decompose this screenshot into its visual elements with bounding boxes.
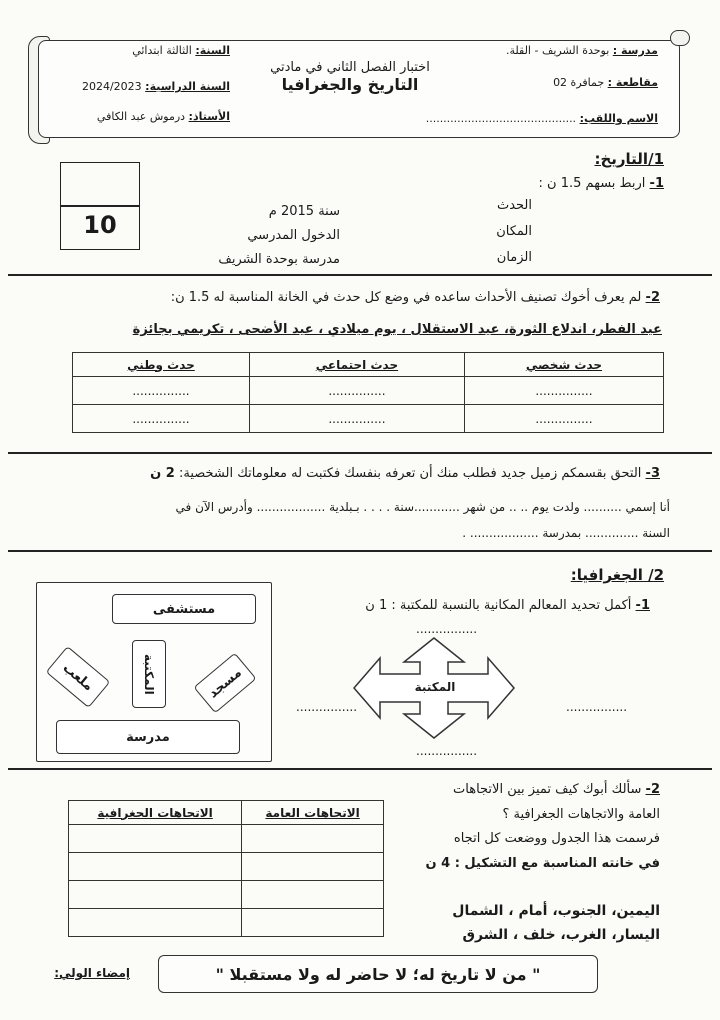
q2-text: لم يعرف أخوك تصنيف الأحداث ساعده في وضع كل حدث في الخانة المناسبة له 1.5 ن: [170,290,642,305]
teacher-line [80,110,230,123]
col-national: حدث وطني [73,353,250,377]
motto-banner: " من لا تاريخ له؛ لا حاضر له ولا مستقبلا " [158,955,598,993]
match-right-2: الدخول المدرسي [247,228,340,243]
history-q1 [364,176,664,191]
cell-answer[interactable] [69,881,242,909]
grade-total: 10 [83,211,117,239]
geo-q2-line-3: فرسمت هذا الجدول ووضعت كل اتجاه [453,831,660,847]
cell-answer[interactable] [69,909,242,937]
cell-answer[interactable]: ............... [73,405,250,433]
cell-answer[interactable]: ............... [249,405,464,433]
match-right-3: مدرسة بوحدة الشريف [218,252,340,267]
teacher-label: الأستاذ: [188,110,230,123]
q3-points: 2 ن [150,466,175,481]
geo-q2-line-2: العامة والاتجاهات الجغرافية ؟ [502,806,660,822]
answer-west[interactable]: ................ [296,700,358,714]
scroll-curl-right [670,30,690,46]
map-school: مدرسة [56,720,240,754]
separator-4 [8,768,712,770]
year-value: 2024/2023 [81,80,142,93]
history-title: 1/التاريخ: [594,150,664,168]
level-value: الثالثة ابتدائي [132,44,192,57]
q2-number: 2- [645,290,660,305]
q3-number: 3- [645,466,660,481]
cell-answer[interactable]: ............... [249,377,464,405]
match-left-1: الحدث [496,198,532,213]
map-mosque: مسجد [193,653,256,714]
separator-3 [8,550,712,552]
parent-signature-label: إمضاء الولي: [54,966,130,980]
q3-line-2[interactable]: السنة .............. بمدرسة .................. . [462,526,670,540]
events-table [72,352,664,433]
grade-divider [61,205,139,207]
school-label: مدرسة : [612,44,658,57]
cell-answer[interactable]: ............... [464,377,663,405]
school-line [458,44,658,57]
name-line [398,112,658,125]
title-line-1: اختبار الفصل الثاني في مادتي [270,60,430,75]
year-line [80,80,230,93]
q1-text: اربط بسهم 1.5 ن : [538,176,646,191]
directions-table [68,800,384,937]
cell-answer[interactable] [242,825,384,853]
geo-q2 [400,778,660,877]
answer-north[interactable]: ................ [416,622,478,636]
geo-q1-text: أكمل تحديد المعالم المكانية بالنسبة للمكتبة : 1 ن [365,598,632,613]
directions-words [400,900,660,948]
q2-events: عيد الفطر، اندلاع الثورة، عيد الاستقلال ، يوم ميلادي ، عيد الأضحى ، تكريمي بجائزة [132,322,662,337]
map-library: المكتبة [132,640,166,708]
cell-answer[interactable] [242,881,384,909]
title-line-2: التاريخ والجغرافيا [281,75,419,94]
geo-q2-line-4: في خانته المناسبة مع التشكيل : 4 ن [425,856,660,872]
words-line-1: اليمين، الجنوب، أمام ، الشمال [452,903,660,919]
geo-q1-number: 1- [635,598,650,613]
name-label: الاسم واللقب: [579,112,658,125]
col-personal: حدث شخصي [464,353,663,377]
cell-answer[interactable] [242,909,384,937]
district-value: جمافرة 02 [553,76,605,89]
answer-south[interactable]: ................ [416,744,478,758]
geo-q2-line-1: سألك أبوك كيف تميز بين الاتجاهات [453,782,642,797]
cell-answer[interactable]: ............... [464,405,663,433]
exam-title [250,60,450,94]
map-playground: ملعب [46,646,111,708]
separator-2 [8,452,712,454]
year-label: السنة الدراسية: [145,80,230,93]
answer-east[interactable]: ................ [566,700,628,714]
school-value: بوحدة الشريف - القلة. [505,44,610,57]
col-geographic-directions: الاتجاهات الجغرافية [69,801,242,825]
district-line [458,76,658,89]
map-hospital: مستشفى [112,594,256,624]
geography-title: 2/ الجغرافيا: [570,566,664,584]
col-social: حدث اجتماعي [249,353,464,377]
grade-box [60,162,140,250]
match-left-3: الزمان [496,250,532,265]
q3-text: التحق بقسمكم زميل جديد فطلب منك أن تعرفه بنفسك فكتبت له معلوماتك الشخصية: [178,466,642,481]
cell-answer[interactable] [242,853,384,881]
words-line-2: اليسار، الغرب، خلف ، الشرق [462,926,660,943]
geo-q2-number: 2- [645,782,660,797]
level-label: السنة: [195,44,230,57]
q1-number: 1- [649,176,664,191]
name-field[interactable]: ........................................... [425,112,577,125]
separator-1 [8,274,712,276]
cross-center-label: المكتبة [414,680,456,694]
match-right-1: سنة 2015 م [268,204,340,219]
history-q3 [80,466,660,481]
history-q2 [80,290,660,305]
cell-answer[interactable]: ............... [73,377,250,405]
level-line [80,44,230,57]
geo-q1 [320,598,650,613]
cell-answer[interactable] [69,825,242,853]
match-left-2: المكان [496,224,532,239]
q3-line-1[interactable]: أنا إسمي .......... ولدت يوم .. .. من شهر ............سنة . . . . بـبلدية .................. وأدرس الآن في [175,500,670,514]
teacher-value: درموش عبد الكافي [96,110,186,123]
cell-answer[interactable] [69,853,242,881]
district-label: مقاطعة : [607,76,658,89]
col-general-directions: الاتجاهات العامة [242,801,384,825]
